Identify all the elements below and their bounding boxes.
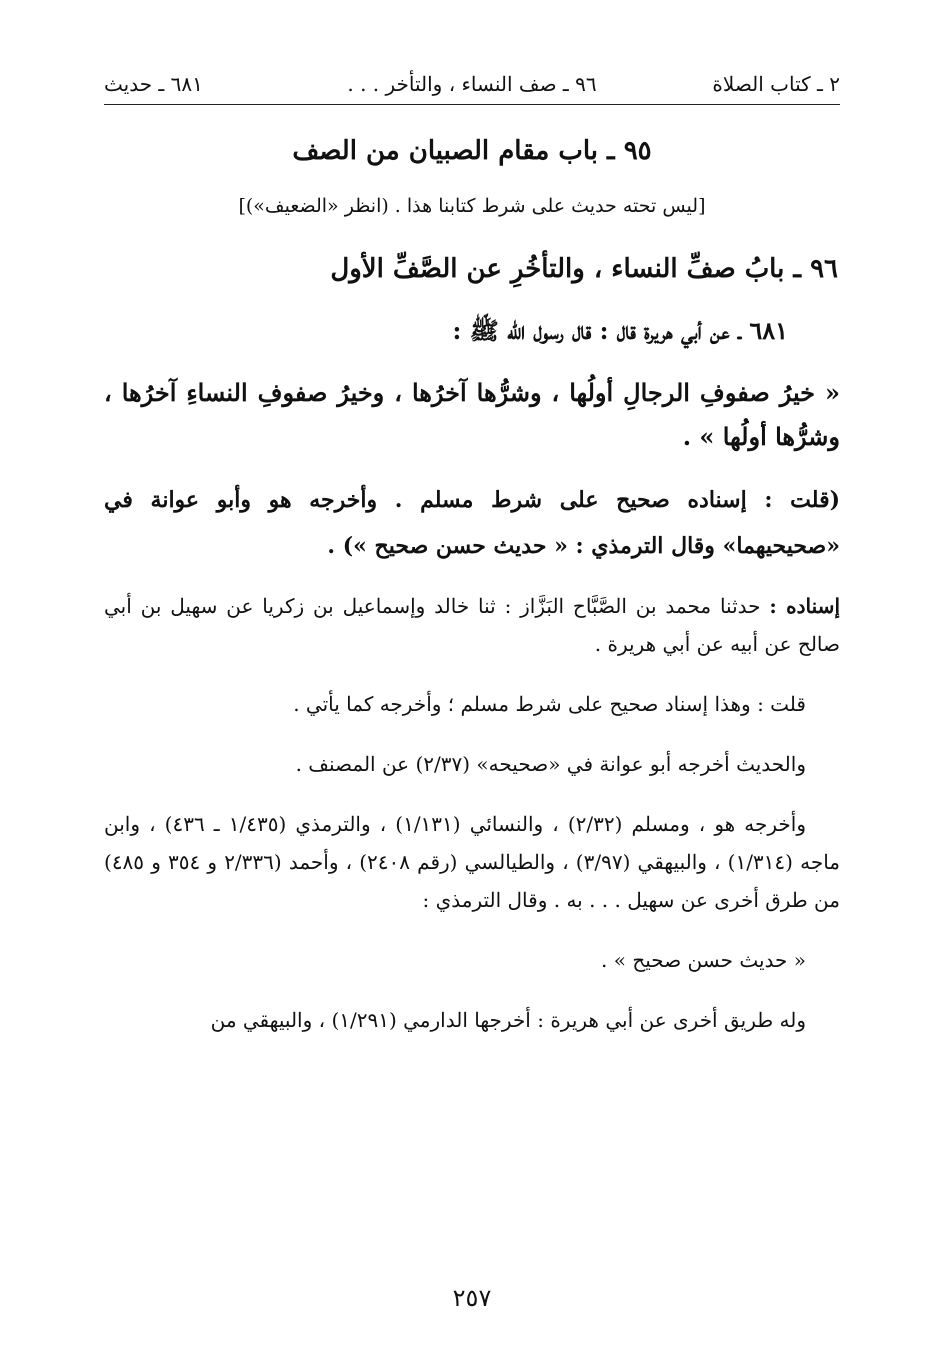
chapter-95-note: [ليس تحته حديث على شرط كتابنا هذا . (انظر «الضعيف»)] (238, 195, 706, 217)
abu-awana-paragraph: والحديث أخرجه أبو عوانة في «صحيحه» (٢/٣٧) عن المصنف . (295, 752, 806, 776)
isnad-label: إسناده : (769, 594, 840, 618)
isnad-text: حدثنا محمد بن الصَّبَّاح البَزَّاز : ثنا خالد وإسماعيل بن زكريا عن سهيل بن أبي صالح عن أبيه عن أبي هريرة . (104, 594, 840, 656)
running-header (104, 64, 840, 105)
hadith-text: « خيرُ صفوفِ الرجالِ أولُها ، وشرُّها آخرُها ، وخيرُ صفوفِ النساءِ آخرُها ، وشرُّها أولُها » . (104, 378, 840, 451)
isnad-paragraph (104, 587, 840, 663)
page-number: ٢٥٧ (452, 1284, 492, 1312)
tirmidhi-quote: « حديث حسن صحيح » . (601, 948, 806, 972)
header-hadith-number: ٦٨١ ـ حديث (104, 72, 203, 96)
isnad-grading-paragraph: قلت : وهذا إسناد صحيح على شرط مسلم ؛ وأخرجه كما يأتي . (293, 692, 806, 716)
chapter-95-heading: ٩٥ ـ باب مقام الصبيان من الصف (292, 136, 652, 166)
hadith-intro: ٦٨١ ـ عن أبي هريرة قال : قال رسول الله ﷺ : (452, 316, 788, 345)
chapter-96-heading: ٩٦ ـ بابُ صفِّ النساء ، والتأخُرِ عن الصَّفِّ الأول (330, 254, 838, 284)
grading-paragraph: (قلت : إسناده صحيح على شرط مسلم . وأخرجه هو وأبو عوانة في «صحيحيهما» وقال الترمذي : « حديث حسن صحيح ») . (104, 487, 840, 559)
header-chapter-title: ٩٦ ـ صف النساء ، والتأخر . . . (347, 72, 597, 96)
takhrij-text: وأخرجه هو ، ومسلم (٢/٣٢) ، والنسائي (١/١٣١) ، والترمذي (١/٤٣٥ ـ ٤٣٦) ، وابن ماجه (١/٣١٤) ، والبيهقي (٣/٩٧) ، والطيالسي (رقم ٢٤٠٨) ، وأحمد (٢/٣٣٦ و ٣٥٤ و ٤٨٥) من طرق أخرى عن سهيل . . . به . وقال الترمذي : (104, 812, 841, 912)
book-page (104, 64, 840, 1324)
other-route-paragraph: وله طريق أخرى عن أبي هريرة : أخرجها الدارمي (١/٢٩١) ، والبيهقي من (210, 1008, 806, 1032)
header-book-section: ٢ ـ كتاب الصلاة (712, 72, 840, 96)
takhrij-paragraph (104, 805, 840, 919)
